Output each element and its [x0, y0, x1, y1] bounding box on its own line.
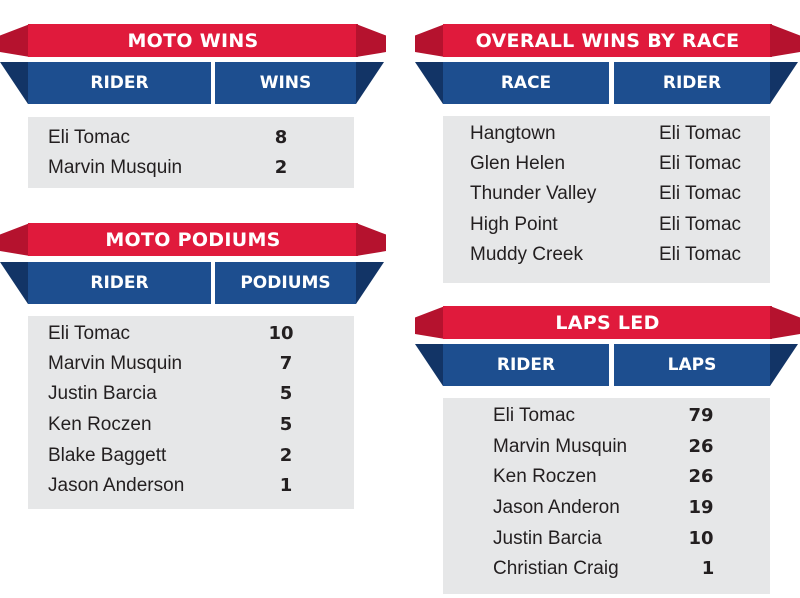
laps-value: 26	[688, 466, 714, 487]
rider-name: Marvin Musquin	[493, 436, 628, 457]
rider-name: Marvin Musquin	[48, 353, 183, 374]
banner-wing-left	[415, 24, 445, 57]
table-row	[443, 401, 770, 431]
race-name: High Point	[470, 214, 558, 235]
moto-podiums-rider-header: RIDER	[28, 262, 211, 304]
moto-wins-wins-header: WINS	[215, 62, 356, 104]
race-name: Hangtown	[470, 123, 556, 144]
rider-name: Eli Tomac	[48, 127, 131, 148]
rider-name: Eli Tomac	[659, 123, 742, 144]
moto-wins-title: MOTO WINS	[28, 24, 358, 57]
table-row	[443, 432, 770, 462]
laps-led-laps-header: LAPS	[614, 344, 770, 386]
banner-wing-right	[356, 223, 386, 256]
overall-wins-rider-header: RIDER	[614, 62, 770, 104]
laps-value: 19	[688, 497, 714, 518]
rider-name: Blake Baggett	[48, 445, 167, 466]
rider-name: Eli Tomac	[48, 323, 131, 344]
table-row	[28, 379, 354, 409]
laps-led-table	[443, 398, 770, 594]
banner-wing-left	[415, 306, 445, 339]
rider-name: Justin Barcia	[493, 528, 602, 549]
podiums-value: 2	[279, 445, 293, 466]
wins-value: 8	[274, 127, 288, 148]
moto-wins-rider-header: RIDER	[28, 62, 211, 104]
overall-wins-title: OVERALL WINS BY RACE	[443, 24, 772, 57]
rider-name: Eli Tomac	[659, 183, 742, 204]
table-row	[443, 210, 770, 240]
laps-value: 1	[701, 558, 715, 579]
table-row	[28, 319, 354, 349]
table-row	[28, 410, 354, 440]
table-row	[443, 179, 770, 209]
rider-name: Eli Tomac	[659, 153, 742, 174]
banner-wing-right	[770, 306, 800, 339]
header-wing-right	[356, 262, 384, 304]
rider-name: Eli Tomac	[493, 405, 576, 426]
header-wing-left	[0, 262, 28, 304]
banner-wing-left	[0, 24, 30, 57]
table-row	[443, 149, 770, 179]
rider-name: Ken Roczen	[493, 466, 597, 487]
header-wing-right	[770, 62, 798, 104]
header-wing-left	[0, 62, 28, 104]
table-row	[28, 123, 354, 153]
podiums-value: 7	[279, 353, 293, 374]
table-row	[443, 554, 770, 584]
moto-podiums-table	[28, 316, 354, 509]
table-row	[443, 462, 770, 492]
table-row	[443, 240, 770, 270]
moto-wins-table	[28, 117, 354, 188]
table-row	[28, 471, 354, 501]
table-row	[28, 153, 354, 183]
podiums-value: 5	[279, 414, 293, 435]
laps-led-rider-header: RIDER	[443, 344, 609, 386]
banner-wing-left	[0, 223, 30, 256]
header-wing-left	[415, 344, 443, 386]
podiums-value: 1	[279, 475, 293, 496]
banner-wing-right	[356, 24, 386, 57]
overall-wins-race-header: RACE	[443, 62, 609, 104]
moto-podiums-title: MOTO PODIUMS	[28, 223, 358, 256]
race-name: Thunder Valley	[470, 183, 597, 204]
table-row	[28, 441, 354, 471]
race-name: Muddy Creek	[470, 244, 583, 265]
table-row	[28, 349, 354, 379]
wins-value: 2	[274, 157, 288, 178]
rider-name: Eli Tomac	[659, 244, 742, 265]
podiums-value: 5	[279, 383, 293, 404]
table-row	[443, 524, 770, 554]
podiums-value: 10	[268, 323, 294, 344]
rider-name: Eli Tomac	[659, 214, 742, 235]
laps-value: 26	[688, 436, 714, 457]
rider-name: Jason Anderson	[48, 475, 185, 496]
race-name: Glen Helen	[470, 153, 566, 174]
rider-name: Justin Barcia	[48, 383, 157, 404]
banner-wing-right	[770, 24, 800, 57]
laps-value: 10	[688, 528, 714, 549]
table-row	[443, 493, 770, 523]
header-wing-right	[770, 344, 798, 386]
laps-led-title: LAPS LED	[443, 306, 772, 339]
overall-wins-table	[443, 116, 770, 283]
rider-name: Jason Anderon	[493, 497, 620, 518]
rider-name: Christian Craig	[493, 558, 619, 579]
rider-name: Marvin Musquin	[48, 157, 183, 178]
table-row	[443, 119, 770, 149]
rider-name: Ken Roczen	[48, 414, 152, 435]
moto-podiums-podiums-header: PODIUMS	[215, 262, 356, 304]
header-wing-right	[356, 62, 384, 104]
laps-value: 79	[688, 405, 714, 426]
header-wing-left	[415, 62, 443, 104]
